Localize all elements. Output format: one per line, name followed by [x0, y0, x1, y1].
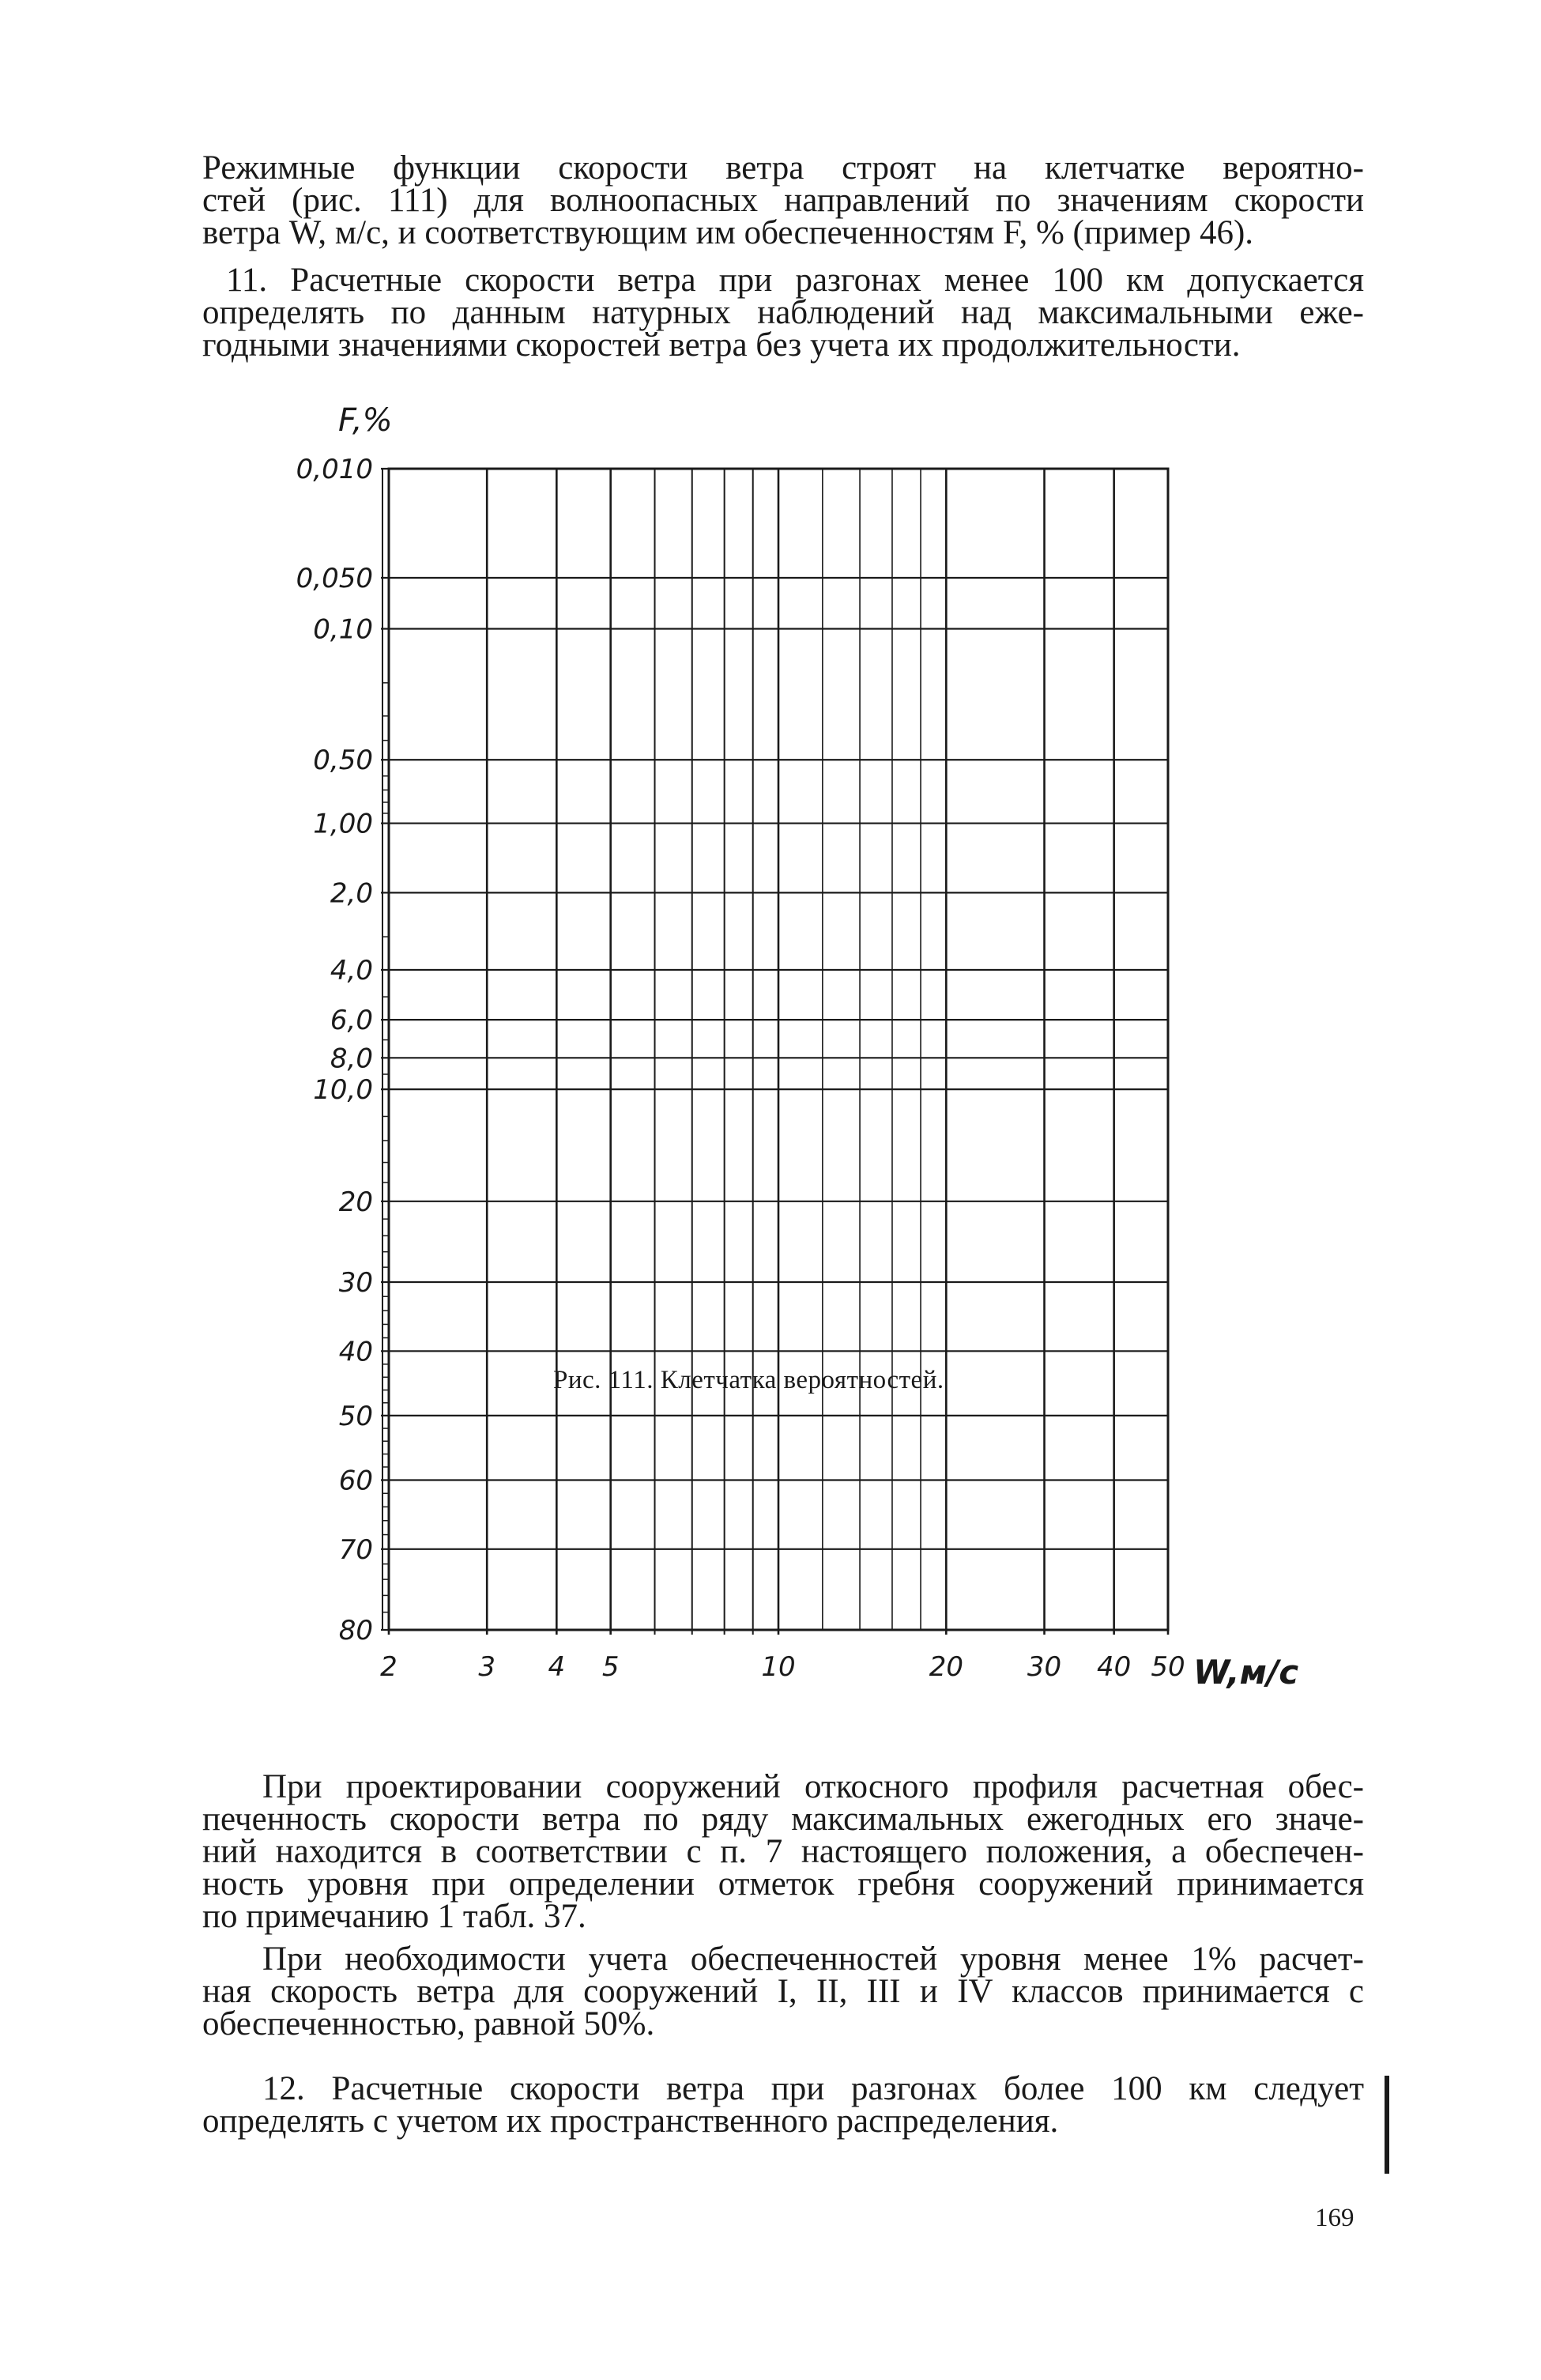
paragraph-4: [202, 1943, 1364, 2040]
x-tick-label: 30: [1027, 1651, 1062, 1683]
paragraph-5: [202, 2070, 1364, 2140]
y-tick-label: 0,010: [296, 454, 373, 485]
y-tick-label: 20: [338, 1186, 373, 1218]
x-tick-label: 3: [478, 1651, 496, 1683]
y-tick-label: 70: [338, 1533, 373, 1566]
text-line: годными значениями скоростей ветра без учета их продолжительности.: [202, 326, 1241, 364]
text-line: При необходимости учета обеспеченностей уровня менее 1% расчет-: [262, 1941, 1364, 1978]
text-line: определять с учетом их пространственного распределения.: [202, 2103, 1059, 2140]
x-tick-label: 40: [1097, 1651, 1132, 1683]
y-tick-label: 0,050: [296, 563, 373, 595]
y-tick-label: 4,0: [330, 955, 373, 987]
y-tick-label: 50: [338, 1400, 373, 1432]
chart-grid: [381, 469, 1168, 1635]
y-tick-label: 0,50: [313, 745, 373, 777]
text-line: 12. Расчетные скорости ветра при разгонах более 100 км следует: [262, 2070, 1364, 2107]
text-line: обеспеченностью, равной 50%.: [202, 2005, 655, 2042]
text-line: ность уровня при определении отметок гребня сооружений принимается: [202, 1865, 1364, 1903]
text-line: ний находится в соответствии с п. 7 настоящего положения, а обеспечен-: [202, 1833, 1364, 1870]
x-tick-label: 5: [601, 1651, 620, 1683]
text-line: ветра W, м/с, и соответствующим им обеспеченностям F, % (пример 46).: [202, 214, 1254, 251]
text-line: При проектировании сооружений откосного профиля расчетная обес-: [262, 1768, 1364, 1805]
y-tick-label: 2,0: [330, 877, 373, 910]
y-axis-title: F,%: [338, 402, 393, 439]
x-tick-label: 50: [1151, 1651, 1185, 1683]
y-tick-label: 40: [338, 1336, 373, 1368]
x-tick-label: 20: [929, 1651, 963, 1683]
x-tick-label: 4: [548, 1651, 566, 1683]
text-line: печенность скорости ветра по ряду максимальных ежегодных его значе-: [202, 1801, 1364, 1838]
text-line: определять по данным натурных наблюдений над максимальными еже-: [202, 294, 1364, 331]
text-line: стей (рис. 111) для волноопасных направлений по значениям скорости: [202, 182, 1364, 219]
y-tick-label: 30: [338, 1266, 373, 1299]
y-tick-label: 10,0: [313, 1074, 373, 1107]
x-axis-labels: [380, 1651, 1185, 1683]
x-tick-label: 10: [761, 1651, 796, 1683]
text-line: по примечанию 1 табл. 37.: [202, 1898, 586, 1935]
y-tick-label: 6,0: [330, 1005, 373, 1037]
margin-bar: [1385, 2076, 1389, 2174]
figure-caption: Рис. 111. Клетчатка вероятностей.: [553, 1366, 944, 1394]
y-tick-label: 0,10: [313, 613, 373, 646]
paragraph-3: [202, 1768, 1364, 1935]
text-line: ная скорость ветра для сооружений I, II, III и IV классов принимается с: [202, 1973, 1364, 2010]
y-tick-label: 1,00: [313, 808, 373, 840]
x-axis-title: W,м/с: [1193, 1653, 1299, 1692]
y-tick-label: 60: [338, 1465, 373, 1497]
y-tick-label: 80: [338, 1615, 373, 1646]
page-number: 169: [1315, 2204, 1354, 2232]
text-line: Режимные функции скорости ветра строят на клетчатке вероятно-: [202, 149, 1364, 187]
y-tick-label: 8,0: [330, 1043, 373, 1075]
text-line: 11. Расчетные скорости ветра при разгонах менее 100 км допускается: [226, 262, 1364, 299]
x-tick-label: 2: [380, 1651, 397, 1683]
y-axis-labels: [296, 454, 373, 1646]
